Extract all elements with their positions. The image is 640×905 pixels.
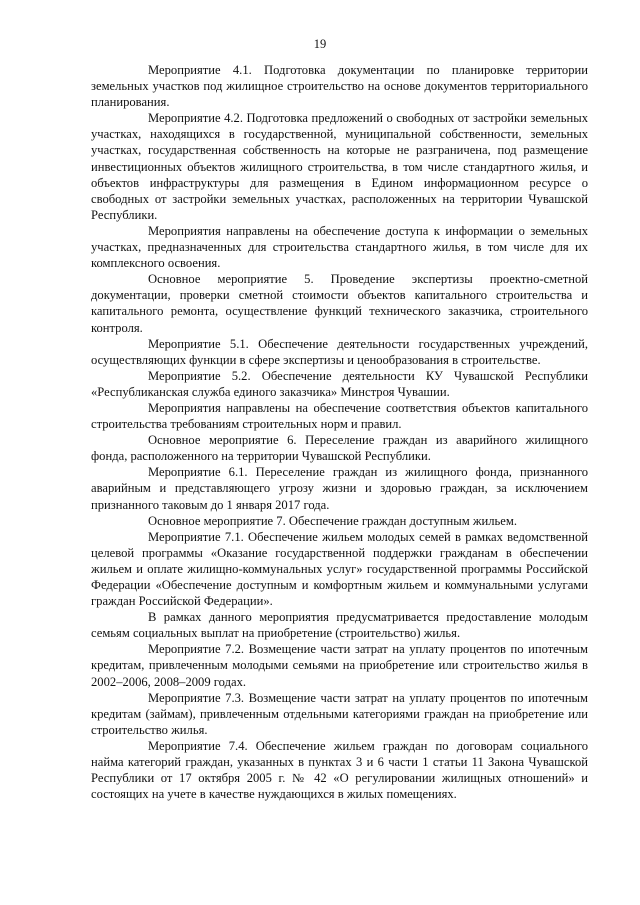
paragraph-measure-4-1: Мероприятие 4.1. Подготовка документации по планировке территории земельных участков под жилищное строительство на основе документов территориального планирования. [91,63,588,110]
page-number: 19 [313,37,327,51]
paragraph-measure-7-1-details: В рамках данного мероприятия предусматривается предоставление молодым семьям социальных выплат на приобретение (строительство) жилья. [91,610,588,641]
paragraph-measure-4-2: Мероприятие 4.2. Подготовка предложений о свободных от застройки земельных участках, находящихся в государственной, муниципальной собственности, земельных участках, государственная собственность на которые не разграничена, под размещение инвестиционных объектов жилищного строительства, в том числе стандартного жилья, и объектов инфраструктуры для размещения в Едином информационном ресурсе о свободных от застройки земельных участках, расположенных на территории Чувашской Республики. [91,111,588,222]
paragraph-main-measure-6: Основное мероприятие 6. Переселение граждан из аварийного жилищного фонда, расположенного на территории Чувашской Республики. [91,433,588,464]
document-body [91,62,588,802]
paragraph-main-measure-5: Основное мероприятие 5. Проведение экспертизы проектно-сметной документации, проверки сметной стоимости объектов капитального строительства и капитального ремонта, осуществление функций технического заказчика, строительного контроля. [91,272,588,335]
paragraph-measures-purpose-4: Мероприятия направлены на обеспечение доступа к информации о земельных участках, предназначенных для строительства стандартного жилья, в том числе для их комплексного освоения. [91,223,588,271]
paragraph-measure-7-1: Мероприятие 7.1. Обеспечение жильем молодых семей в рамках ведомственной целевой программы «Оказание государственной поддержки гражданам в обеспечении жильем и оплате жилищно-коммунальных услуг» государственной программы Российской Федерации «Обеспечение доступным и комфортным жильем и коммунальными услугами граждан Российской Федерации». [91,529,588,609]
paragraph-measure-7-2: Мероприятие 7.2. Возмещение части затрат на уплату процентов по ипотечным кредитам, привлеченным молодыми семьями на приобретение или строительство жилья в 2002–2006, 2008–2009 годах. [91,642,588,689]
paragraph-measure-5-1: Мероприятие 5.1. Обеспечение деятельности государственных учреждений, осуществляющих функции в сфере экспертизы и ценообразования в строительстве. [91,336,588,367]
paragraph-main-measure-7: Основное мероприятие 7. Обеспечение граждан доступным жильем. [148,513,517,528]
paragraph-measures-purpose-5: Мероприятия направлены на обеспечение соответствия объектов капитального строительства требованиям строительных норм и правил. [91,400,588,432]
paragraph-measure-7-4: Мероприятие 7.4. Обеспечение жильем граждан по договорам социального найма категорий граждан, указанных в пунктах 3 и 6 части 1 статьи 11 Закона Чувашской Республики от 17 октября 2005 г. № 42 «О регулировании жилищных отношений» и состоящих на учете в качестве нуждающихся в жилых помещениях. [91,738,588,802]
paragraph-measure-5-2: Мероприятие 5.2. Обеспечение деятельности КУ Чувашской Республики «Республиканская служба единого заказчика» Минстроя Чувашии. [91,368,588,399]
paragraph-measure-7-3: Мероприятие 7.3. Возмещение части затрат на уплату процентов по ипотечным кредитам (займам), привлеченным отдельными категориями граждан на приобретение или строительство жилья. [91,690,588,737]
paragraph-measure-6-1: Мероприятие 6.1. Переселение граждан из жилищного фонда, признанного аварийным и представляющего угрозу жизни и здоровью граждан, за исключением признанного таковым до 1 января 2017 года. [91,465,588,512]
